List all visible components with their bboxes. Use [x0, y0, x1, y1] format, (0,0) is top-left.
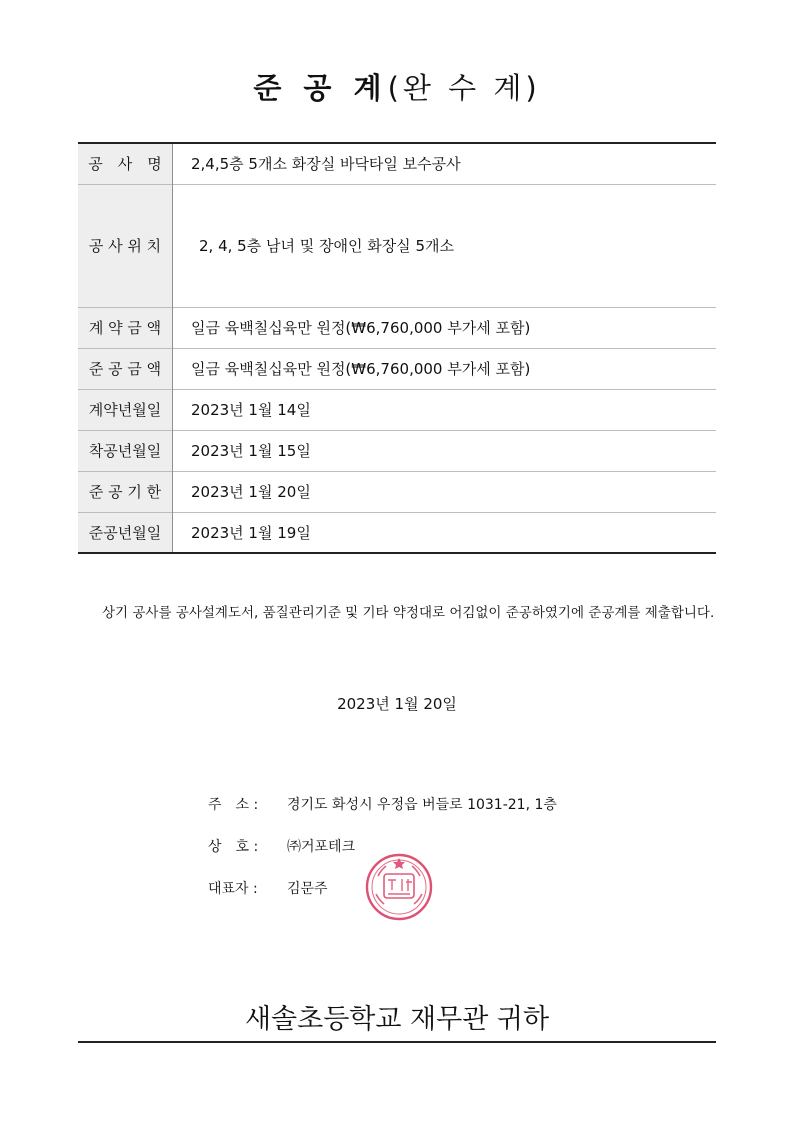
recipient: 새솔초등학교 재무관 귀하 [244, 1004, 550, 1035]
representative-value: 김문주 [287, 881, 328, 897]
row-label: 계 약 금 액 [78, 307, 173, 348]
title-main: 준 공 계 [253, 71, 388, 105]
row-value: 2023년 1월 15일 [173, 430, 717, 471]
table-row [78, 184, 716, 307]
company-value: ㈜거포테크 [287, 839, 356, 855]
row-value: 2,4,5층 5개소 화장실 바닥타일 보수공사 [191, 155, 461, 174]
row-label: 착공년월일 [78, 430, 173, 471]
title-sub: (완 수 계) [387, 71, 541, 105]
table-row [78, 143, 716, 184]
bottom-rule [78, 1041, 716, 1043]
row-value: 일금 육백칠십육만 원정(₩6,760,000 부가세 포함) [173, 307, 717, 348]
row-label: 준공년월일 [78, 512, 173, 553]
row-value: 일금 육백칠십육만 원정(₩6,760,000 부가세 포함) [173, 348, 717, 389]
row-label: 공 사 명 [78, 143, 173, 184]
table-row [78, 389, 716, 430]
table-row [78, 430, 716, 471]
row-value: 2, 4, 5층 남녀 및 장애인 화장실 5개소 [173, 184, 717, 307]
completion-info-table [78, 142, 716, 554]
row-label: 계약년월일 [78, 389, 173, 430]
table-row [78, 471, 716, 512]
row-label: 공 사 위 치 [78, 184, 173, 307]
address-value: 경기도 화성시 우정읍 버들로 1031-21, 1층 [287, 797, 557, 813]
row-label: 준 공 기 한 [78, 471, 173, 512]
row-value: 2023년 1월 14일 [173, 389, 717, 430]
address-label: 주 소 : [208, 797, 259, 813]
company-seal-icon [364, 852, 434, 922]
submission-date: 2023년 1월 20일 [337, 695, 457, 713]
row-value: 2023년 1월 19일 [173, 512, 717, 553]
row-label: 준 공 금 액 [78, 348, 173, 389]
table-row [78, 307, 716, 348]
table-row [78, 512, 716, 553]
document-title [0, 68, 794, 108]
row-value: 2023년 1월 20일 [173, 471, 717, 512]
table-row [78, 348, 716, 389]
submission-statement: 상기 공사를 공사설계도서, 품질관리기준 및 기타 약정대로 어김없이 준공하였기에 준공계를 제출합니다. [102, 605, 715, 621]
representative-label: 대표자 : [208, 881, 258, 897]
company-label: 상 호 : [208, 839, 259, 855]
